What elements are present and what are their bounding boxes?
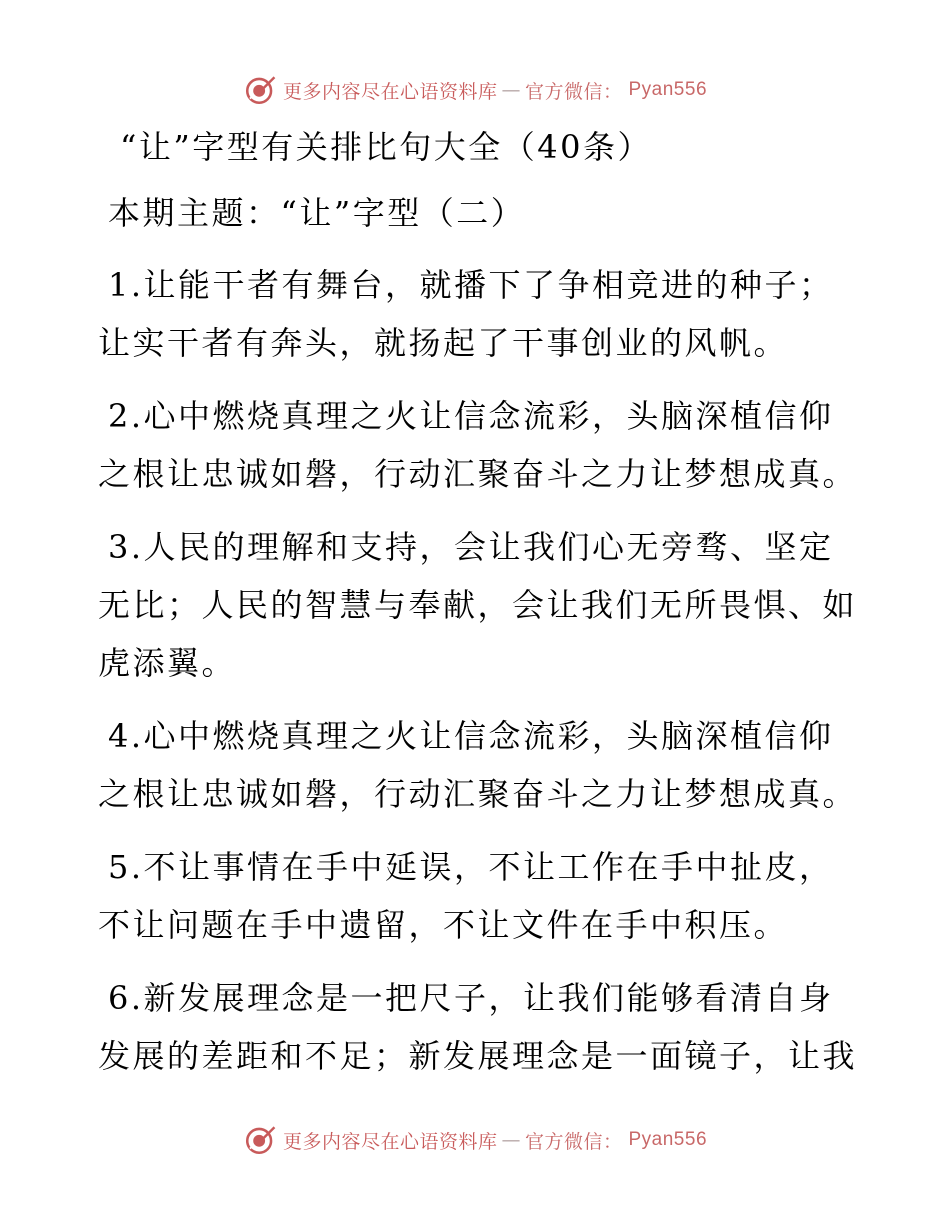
list-item-line: 无比；人民的智慧与奉献，会让我们无所畏惧、如 — [98, 586, 858, 624]
document-title: “让”字型有关排比句大全（40条） — [120, 128, 652, 166]
list-item-line: 6.新发展理念是一把尺子，让我们能够看清自身 — [108, 979, 834, 1017]
list-item-4 — [98, 707, 858, 823]
list-item-line: 之根让忠诚如磐，行动汇聚奋斗之力让梦想成真。 — [98, 455, 858, 493]
document-subtitle: 本期主题：“让”字型（二） — [108, 194, 526, 232]
list-item-5 — [98, 838, 858, 954]
pen-logo-icon — [243, 1123, 277, 1157]
list-item-line: 5.不让事情在手中延误，不让工作在手中扯皮， — [108, 848, 834, 886]
list-item-6 — [98, 969, 858, 1085]
list-item-line: 发展的差距和不足；新发展理念是一面镜子，让我 — [98, 1037, 858, 1075]
list-item-line: 不让问题在手中遗留，不让文件在手中积压。 — [98, 906, 789, 944]
header-watermark — [0, 70, 950, 110]
list-item-line: 让实干者有奔头，就扬起了干事创业的风帆。 — [98, 324, 789, 362]
watermark-text: 更多内容尽在心语资料库 — [282, 1130, 498, 1153]
list-item-line: 4.心中燃烧真理之火让信念流彩，头脑深植信仰 — [108, 717, 834, 755]
pen-logo-icon — [243, 73, 277, 107]
watermark-separator: — — [501, 1129, 521, 1151]
list-item-line: 之根让忠诚如磐，行动汇聚奋斗之力让梦想成真。 — [98, 775, 858, 813]
list-item-3 — [98, 518, 858, 692]
list-item-1 — [98, 256, 858, 372]
document-body — [98, 118, 858, 1100]
list-item-line: 2.心中燃烧真理之火让信念流彩，头脑深植信仰 — [108, 397, 834, 435]
footer-watermark — [0, 1120, 950, 1160]
list-item-line: 虎添翼。 — [98, 644, 237, 682]
watermark-wechat-id: Pyan556 — [628, 79, 708, 100]
list-item-line: 3.人民的理解和支持，会让我们心无旁骛、坚定 — [108, 528, 834, 566]
watermark-wechat-label: 官方微信： — [524, 1130, 623, 1153]
watermark-wechat-id: Pyan556 — [628, 1129, 708, 1150]
list-item-2 — [98, 387, 858, 503]
watermark-separator: — — [501, 79, 521, 101]
list-item-line: 1.让能干者有舞台，就播下了争相竞进的种子； — [108, 266, 834, 304]
watermark-wechat-label: 官方微信： — [524, 80, 623, 103]
watermark-text: 更多内容尽在心语资料库 — [282, 80, 498, 103]
